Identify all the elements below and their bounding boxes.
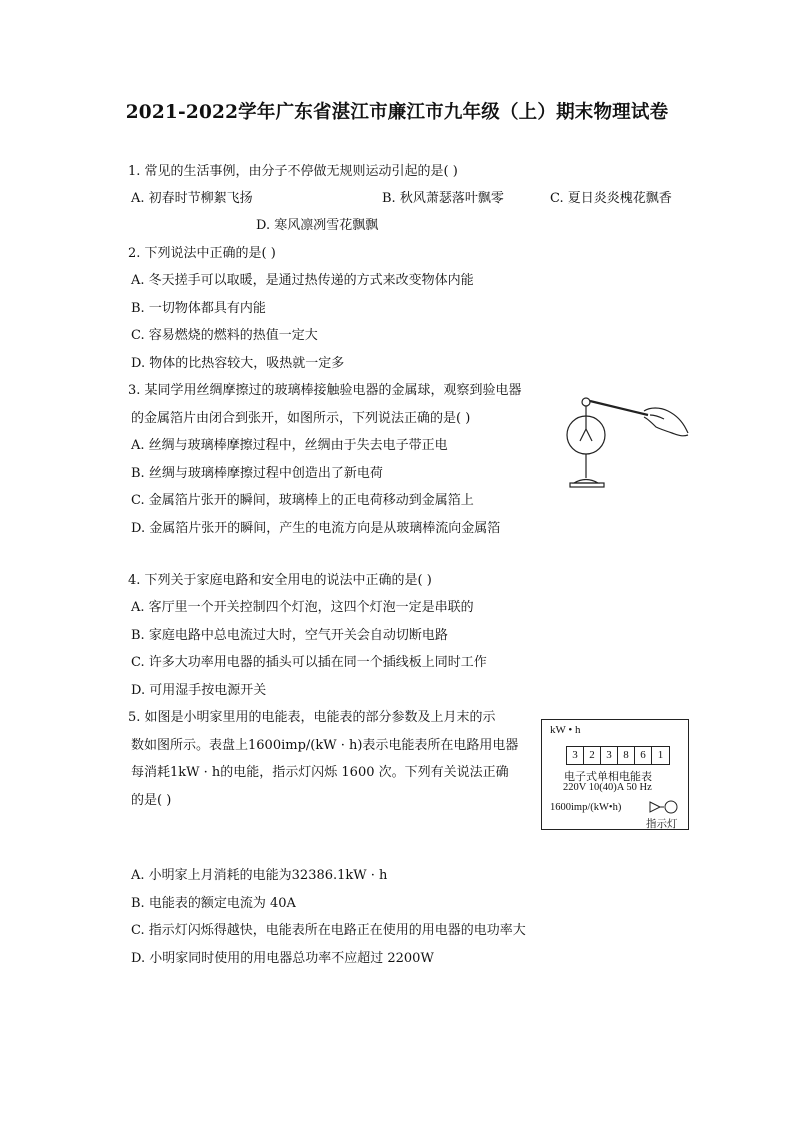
question-5-stem-line-3: 每消耗1kW · h的电能，指示灯闪烁 1600 次。下列有关说法正确 xyxy=(131,765,509,780)
question-4-option-b: B. 家庭电路中总电流过大时，空气开关会自动切断电路 xyxy=(131,628,448,643)
question-1-option-d: D. 寒风凛冽雪花飘飘 xyxy=(256,218,379,233)
question-5-stem-line-4: 的是( ) xyxy=(131,793,172,808)
question-3-option-a: A. 丝绸与玻璃棒摩擦过程中，丝绸由于失去电子带正电 xyxy=(131,438,448,453)
meter-indicator-label: 指示灯 xyxy=(646,819,678,830)
hand xyxy=(644,408,688,436)
meter-digit: 3 xyxy=(567,747,584,764)
question-1-stem: 1. 常见的生活事例，由分子不停做无规则运动引起的是( ) xyxy=(128,164,458,179)
glass-rod xyxy=(590,401,648,415)
meter-digit: 1 xyxy=(657,749,664,761)
question-1-option-a: A. 初春时节柳絮飞扬 xyxy=(131,191,253,206)
question-5-stem-line-2: 数如图所示。表盘上1600imp/(kW · h)表示电能表所在电路用电器 xyxy=(131,738,519,753)
question-2-option-c: C. 容易燃烧的燃料的热值一定大 xyxy=(131,328,318,343)
question-5-option-d: D. 小明家同时使用的用电器总功率不应超过 2200W xyxy=(131,951,434,966)
question-2-stem: 2. 下列说法中正确的是( ) xyxy=(128,246,276,261)
meter-digit: 2 xyxy=(584,747,601,764)
meter-imp-rate: 1600imp/(kW•h) xyxy=(550,802,622,813)
question-3-stem-line-2: 的金属箔片由闭合到张开，如图所示，下列说法正确的是( ) xyxy=(131,411,471,426)
electroscope-leaf-left xyxy=(580,429,586,441)
question-2-option-a: A. 冬天搓手可以取暖，是通过热传递的方式来改变物体内能 xyxy=(131,273,474,288)
electroscope-foot xyxy=(570,483,604,487)
electroscope-ball xyxy=(582,398,590,406)
question-3-option-b: B. 丝绸与玻璃棒摩擦过程中创造出了新电荷 xyxy=(131,466,383,481)
question-4-option-a: A. 客厅里一个开关控制四个灯泡，这四个灯泡一定是串联的 xyxy=(131,600,474,615)
question-3-option-c: C. 金属箔片张开的瞬间，玻璃棒上的正电荷移动到金属箔上 xyxy=(131,493,474,508)
meter-unit: kW • h xyxy=(550,724,581,736)
question-2-option-b: B. 一切物体都具有内能 xyxy=(131,301,266,316)
question-5-option-a: A. 小明家上月消耗的电能为32386.1kW · h xyxy=(131,868,388,883)
question-5-option-b: B. 电能表的额定电流为 40A xyxy=(131,896,296,911)
question-1-option-b: B. 秋风萧瑟落叶飘零 xyxy=(382,191,504,206)
question-4-option-c: C. 许多大功率用电器的插头可以插在同一个插线板上同时工作 xyxy=(131,655,487,670)
question-4-option-d: D. 可用湿手按电源开关 xyxy=(131,683,267,698)
electroscope-figure xyxy=(556,385,692,493)
meter-digit: 8 xyxy=(618,747,635,764)
meter-digit: 6 xyxy=(635,747,652,764)
question-3-option-d: D. 金属箔片张开的瞬间，产生的电流方向是从玻璃棒流向金属箔 xyxy=(131,521,501,536)
question-2-option-d: D. 物体的比热容较大，吸热就一定多 xyxy=(131,356,345,371)
meter-reading xyxy=(566,746,670,765)
meter-name: 电子式单相电能表 xyxy=(564,771,652,783)
meter-digit: 3 xyxy=(601,747,618,764)
energy-meter-figure xyxy=(541,719,689,830)
electroscope-leaf-right xyxy=(586,429,592,441)
question-4-stem: 4. 下列关于家庭电路和安全用电的说法中正确的是( ) xyxy=(128,573,432,588)
question-5-option-c: C. 指示灯闪烁得越快，电能表所在电路正在使用的用电器的电功率大 xyxy=(131,923,526,938)
page-title: 2021-2022学年广东省湛江市廉江市九年级（上）期末物理试卷 xyxy=(125,102,669,123)
question-1-option-c: C. 夏日炎炎槐花飘香 xyxy=(550,191,672,206)
question-5-stem-line-1: 5. 如图是小明家里用的电能表，电能表的部分参数及上月末的示 xyxy=(128,710,496,725)
meter-spec: 220V 10(40)A 50 Hz xyxy=(563,782,652,793)
indicator-light-icon xyxy=(648,800,684,814)
question-3-stem-line-1: 3. 某同学用丝绸摩擦过的玻璃棒接触验电器的金属球，观察到验电器 xyxy=(128,383,522,398)
